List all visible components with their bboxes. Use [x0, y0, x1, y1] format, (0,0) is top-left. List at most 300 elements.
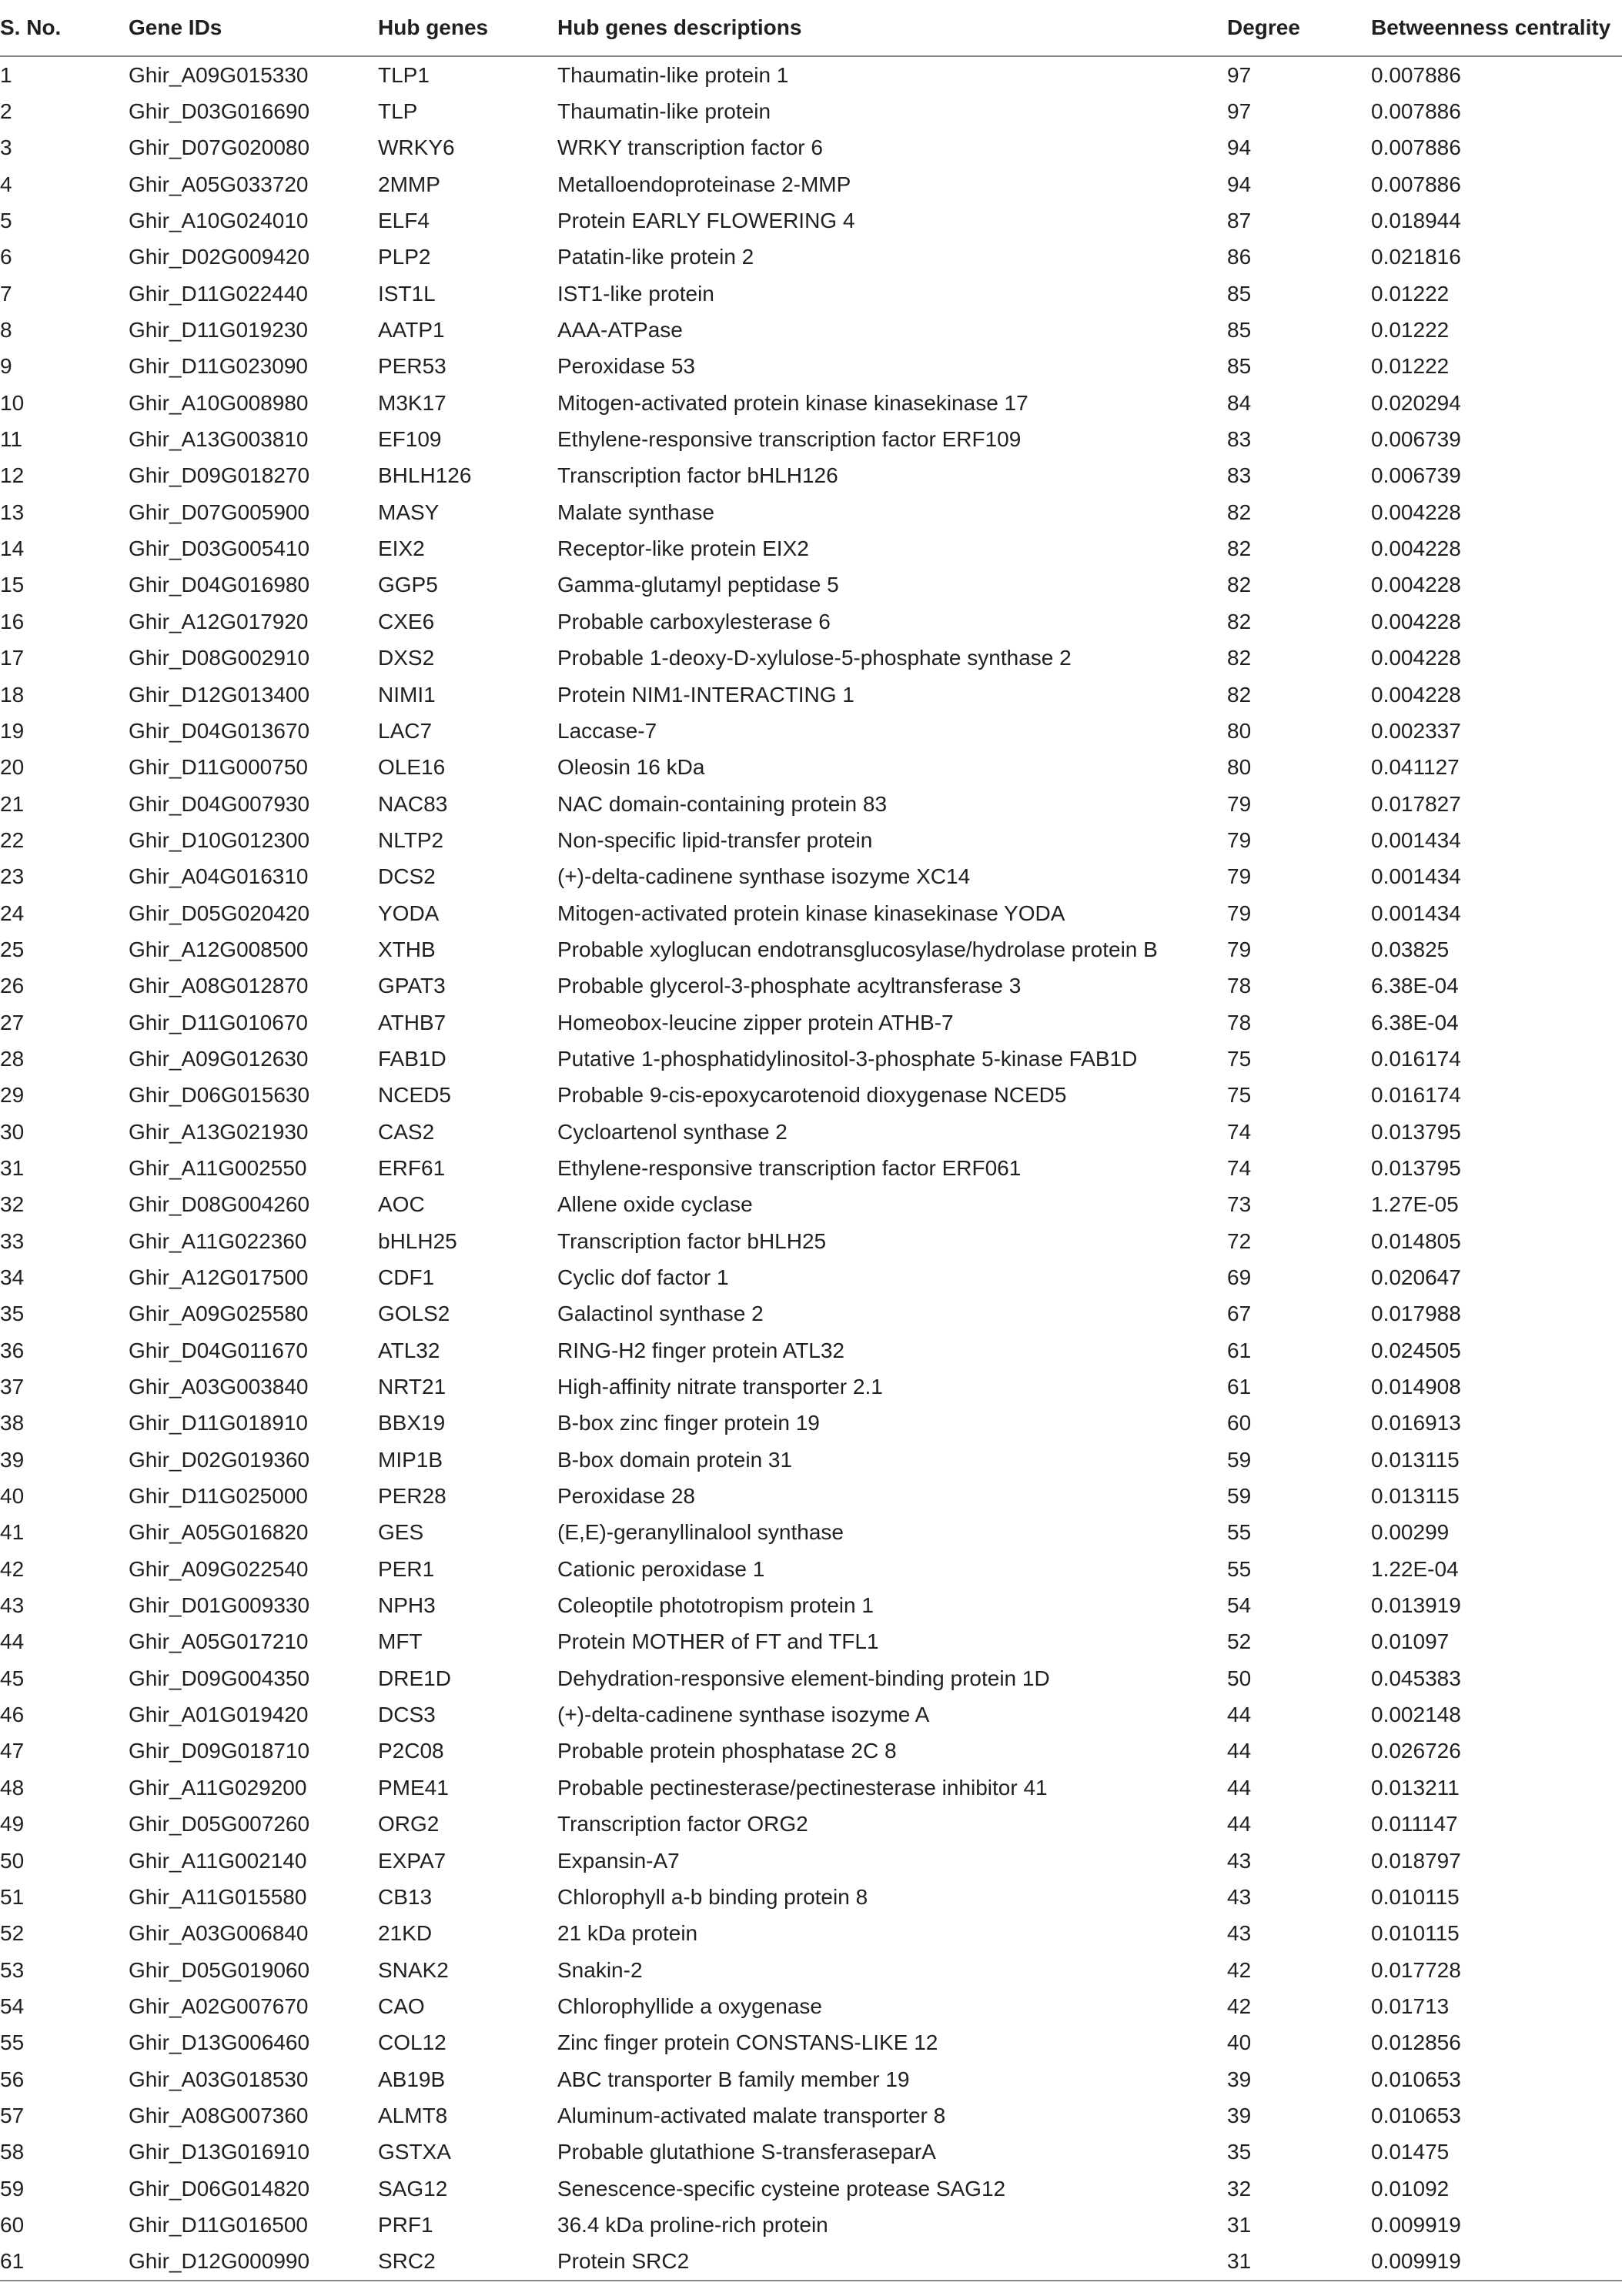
- cell-description: Probable protein phosphatase 2C 8: [557, 1739, 897, 1763]
- cell-sno: 9: [0, 354, 12, 379]
- cell-betweenness: 0.013211: [1371, 1775, 1460, 1800]
- table-body: [0, 56, 1622, 2281]
- cell-betweenness: 0.006739: [1371, 427, 1461, 452]
- cell-degree: 82: [1227, 573, 1252, 597]
- cell-description: Senescence-specific cysteine protease SAG12: [557, 2176, 1006, 2201]
- cell-sno: 16: [0, 609, 25, 633]
- table-row: [0, 385, 1622, 421]
- cell-degree: 83: [1227, 463, 1252, 488]
- cell-hub-gene: MASY: [378, 500, 440, 524]
- cell-degree: 82: [1227, 646, 1252, 670]
- cell-betweenness: 0.004228: [1371, 646, 1461, 670]
- cell-description: Ethylene-responsive transcription factor ERF109: [557, 427, 1022, 452]
- cell-sno: 5: [0, 209, 12, 233]
- cell-degree: 79: [1227, 791, 1252, 816]
- cell-degree: 59: [1227, 1484, 1252, 1509]
- cell-gene-id: Ghir_A08G012870: [129, 974, 309, 998]
- cell-gene-id: Ghir_D11G023090: [129, 354, 308, 379]
- cell-hub-gene: 2MMP: [378, 172, 440, 196]
- cell-hub-gene: FAB1D: [378, 1046, 446, 1071]
- cell-sno: 17: [0, 646, 25, 670]
- cell-description: Ethylene-responsive transcription factor ERF061: [557, 1155, 1022, 1180]
- cell-betweenness: 0.013919: [1371, 1593, 1461, 1618]
- cell-sno: 57: [0, 2103, 25, 2127]
- cell-gene-id: Ghir_D12G000990: [129, 2244, 378, 2281]
- table-row: [0, 1078, 1622, 1114]
- cell-betweenness: 0.026726: [1371, 1739, 1461, 1763]
- cell-sno: 28: [0, 1046, 25, 1071]
- cell-description: RING-H2 finger protein ATL32: [557, 1338, 844, 1362]
- cell-gene-id: Ghir_D04G007930: [129, 791, 310, 816]
- header-hub-genes: Hub genes: [378, 0, 557, 56]
- cell-description: Allene oxide cyclase: [557, 1192, 753, 1217]
- table-row: [0, 968, 1622, 1004]
- cell-sno: 52: [0, 1921, 25, 1946]
- cell-hub-gene: GPAT3: [378, 974, 446, 998]
- cell-description: Protein NIM1-INTERACTING 1: [557, 682, 854, 707]
- cell-gene-id: Ghir_A11G022360: [129, 1228, 307, 1253]
- cell-degree: 84: [1227, 390, 1252, 415]
- cell-degree: 79: [1227, 864, 1252, 889]
- cell-sno: 40: [0, 1484, 25, 1509]
- cell-description: Transcription factor bHLH126: [557, 463, 838, 488]
- cell-betweenness: 0.016174: [1371, 1046, 1461, 1071]
- cell-sno: 20: [0, 755, 25, 780]
- cell-description: Probable glycerol-3-phosphate acyltransferase 3: [557, 974, 1022, 998]
- cell-hub-gene: MFT: [378, 1629, 423, 1654]
- cell-betweenness: 0.004228: [1371, 682, 1461, 707]
- cell-gene-id: Ghir_D13G016910: [129, 2140, 310, 2164]
- cell-sno: 33: [0, 1228, 25, 1253]
- table-row: [0, 1332, 1622, 1369]
- cell-description: Probable 1-deoxy-D-xylulose-5-phosphate synthase 2: [557, 646, 1072, 670]
- table-row: [0, 1806, 1622, 1843]
- table-row: [0, 1442, 1622, 1478]
- cell-description: 36.4 kDa proline-rich protein: [557, 2212, 828, 2237]
- cell-hub-gene: PER53: [378, 354, 446, 379]
- cell-gene-id: Ghir_A01G019420: [129, 1703, 309, 1727]
- cell-gene-id: Ghir_D11G000750: [129, 755, 308, 780]
- cell-hub-gene: XTHB: [378, 937, 436, 961]
- cell-description: Laccase-7: [557, 718, 657, 743]
- cell-hub-gene: EXPA7: [378, 1848, 446, 1873]
- cell-betweenness: 0.013115: [1371, 1484, 1460, 1509]
- cell-gene-id: Ghir_A05G033720: [129, 172, 309, 196]
- table-row: [0, 421, 1622, 457]
- table-row: [0, 202, 1622, 239]
- cell-degree: 97: [1227, 62, 1252, 87]
- table-row: [0, 1587, 1622, 1623]
- cell-degree: 80: [1227, 755, 1252, 780]
- cell-sno: 6: [0, 245, 12, 269]
- cell-hub-gene: LAC7: [378, 718, 433, 743]
- table-row: [0, 750, 1622, 786]
- cell-betweenness: 0.004228: [1371, 573, 1461, 597]
- cell-description: B-box zinc finger protein 19: [557, 1411, 820, 1435]
- cell-sno: 50: [0, 1848, 25, 1873]
- cell-degree: 87: [1227, 209, 1252, 233]
- cell-betweenness: 0.013115: [1371, 1447, 1460, 1472]
- cell-description: Protein MOTHER of FT and TFL1: [557, 1629, 879, 1654]
- cell-degree: 69: [1227, 1265, 1252, 1290]
- cell-sno: 34: [0, 1265, 25, 1290]
- header-hub-genes-descriptions: Hub genes descriptions: [557, 0, 1227, 56]
- cell-hub-gene: SRC2: [378, 2244, 557, 2281]
- cell-betweenness: 0.011147: [1371, 1812, 1458, 1836]
- cell-betweenness: 0.001434: [1371, 901, 1461, 925]
- cell-description: Homeobox-leucine zipper protein ATHB-7: [557, 1010, 954, 1034]
- table-row: [0, 93, 1622, 129]
- cell-gene-id: Ghir_D06G015630: [129, 1083, 310, 1108]
- cell-description: High-affinity nitrate transporter 2.1: [557, 1375, 883, 1399]
- cell-description: Coleoptile phototropism protein 1: [557, 1593, 874, 1618]
- cell-gene-id: Ghir_A03G018530: [129, 2067, 309, 2091]
- cell-degree: 75: [1227, 1046, 1252, 1071]
- table-row: [0, 1515, 1622, 1551]
- table-row: [0, 2171, 1622, 2207]
- cell-sno: 24: [0, 901, 25, 925]
- cell-hub-gene: OLE16: [378, 755, 446, 780]
- cell-degree: 43: [1227, 1884, 1252, 1909]
- cell-description: Dehydration-responsive element-binding protein 1D: [557, 1666, 1050, 1690]
- table-row: [0, 2207, 1622, 2243]
- cell-betweenness: 0.006739: [1371, 463, 1461, 488]
- cell-sno: 22: [0, 827, 25, 852]
- cell-hub-gene: COL12: [378, 2030, 446, 2055]
- cell-degree: 72: [1227, 1228, 1252, 1253]
- cell-sno: 58: [0, 2140, 25, 2164]
- cell-degree: 82: [1227, 609, 1252, 633]
- cell-degree: 59: [1227, 1447, 1252, 1472]
- cell-hub-gene: CAO: [378, 1994, 425, 2018]
- cell-betweenness: 0.018797: [1371, 1848, 1461, 1873]
- cell-hub-gene: PLP2: [378, 245, 431, 269]
- cell-hub-gene: ELF4: [378, 209, 430, 233]
- cell-sno: 8: [0, 318, 12, 343]
- cell-gene-id: Ghir_D09G018270: [129, 463, 310, 488]
- cell-gene-id: Ghir_D07G020080: [129, 135, 310, 160]
- cell-betweenness: 0.004228: [1371, 500, 1461, 524]
- cell-hub-gene: MIP1B: [378, 1447, 443, 1472]
- cell-gene-id: Ghir_A12G008500: [129, 937, 309, 961]
- cell-degree: 50: [1227, 1666, 1252, 1690]
- cell-gene-id: Ghir_D06G014820: [129, 2176, 310, 2201]
- table-row: [0, 530, 1622, 566]
- cell-gene-id: Ghir_A13G021930: [129, 1119, 309, 1144]
- cell-gene-id: Ghir_D04G016980: [129, 573, 310, 597]
- cell-sno: 2: [0, 99, 12, 124]
- cell-betweenness: 0.004228: [1371, 536, 1461, 561]
- cell-description: Chlorophyll a-b binding protein 8: [557, 1884, 868, 1909]
- cell-sno: 21: [0, 791, 25, 816]
- cell-hub-gene: DRE1D: [378, 1666, 451, 1690]
- cell-hub-gene: CAS2: [378, 1119, 435, 1144]
- table-row: [0, 1296, 1622, 1332]
- cell-degree: 94: [1227, 172, 1252, 196]
- cell-hub-gene: CDF1: [378, 1265, 435, 1290]
- cell-sno: 25: [0, 937, 25, 961]
- table-row: [0, 1843, 1622, 1879]
- cell-hub-gene: CXE6: [378, 609, 435, 633]
- cell-gene-id: Ghir_A13G003810: [129, 427, 309, 452]
- cell-betweenness: 0.00299: [1371, 1520, 1450, 1545]
- cell-description: Thaumatin-like protein 1: [557, 62, 789, 87]
- cell-description: Chlorophyllide a oxygenase: [557, 1994, 822, 2018]
- cell-betweenness: 0.004228: [1371, 609, 1461, 633]
- cell-sno: 45: [0, 1666, 25, 1690]
- cell-gene-id: Ghir_D12G013400: [129, 682, 310, 707]
- cell-gene-id: Ghir_A10G008980: [129, 390, 309, 415]
- table-row: [0, 895, 1622, 931]
- cell-degree: 85: [1227, 318, 1252, 343]
- cell-gene-id: Ghir_D09G004350: [129, 1666, 310, 1690]
- cell-gene-id: Ghir_A08G007360: [129, 2103, 309, 2127]
- cell-degree: 44: [1227, 1812, 1252, 1836]
- cell-sno: 39: [0, 1447, 25, 1472]
- cell-hub-gene: DCS2: [378, 864, 436, 889]
- cell-hub-gene: NLTP2: [378, 827, 444, 852]
- cell-hub-gene: GES: [378, 1520, 424, 1545]
- cell-gene-id: Ghir_A09G012630: [129, 1046, 309, 1071]
- cell-sno: 47: [0, 1739, 25, 1763]
- cell-sno: 61: [0, 2244, 129, 2281]
- cell-betweenness: 0.017728: [1371, 1957, 1461, 1982]
- cell-description: Probable glutathione S-transferaseparA: [557, 2140, 936, 2164]
- cell-betweenness: 0.009919: [1371, 2244, 1622, 2281]
- cell-betweenness: 0.016174: [1371, 1083, 1461, 1108]
- cell-description: Probable carboxylesterase 6: [557, 609, 831, 633]
- cell-hub-gene: TLP1: [378, 62, 430, 87]
- table-row: [0, 567, 1622, 603]
- cell-sno: 35: [0, 1302, 25, 1326]
- cell-hub-gene: NIMI1: [378, 682, 436, 707]
- cell-gene-id: Ghir_D08G004260: [129, 1192, 310, 1217]
- cell-gene-id: Ghir_D04G011670: [129, 1338, 308, 1362]
- cell-betweenness: 0.010653: [1371, 2103, 1461, 2127]
- cell-description: Probable pectinesterase/pectinesterase inhibitor 41: [557, 1775, 1048, 1800]
- cell-sno: 11: [0, 427, 23, 452]
- cell-degree: 39: [1227, 2103, 1252, 2127]
- cell-gene-id: Ghir_A05G017210: [129, 1629, 309, 1654]
- cell-hub-gene: ORG2: [378, 1812, 440, 1836]
- cell-description: Probable xyloglucan endotransglucosylase/hydrolase protein B: [557, 937, 1158, 961]
- table-row: [0, 1405, 1622, 1442]
- cell-gene-id: Ghir_A02G007670: [129, 1994, 309, 2018]
- table-row: [0, 713, 1622, 749]
- cell-betweenness: 0.010115: [1371, 1884, 1460, 1909]
- table-row: [0, 2025, 1622, 2061]
- cell-betweenness: 0.01475: [1371, 2140, 1450, 2164]
- cell-description: ABC transporter B family member 19: [557, 2067, 910, 2091]
- cell-hub-gene: ERF61: [378, 1155, 446, 1180]
- cell-degree: 73: [1227, 1192, 1252, 1217]
- cell-hub-gene: DXS2: [378, 646, 435, 670]
- cell-gene-id: Ghir_A04G016310: [129, 864, 309, 889]
- cell-sno: 56: [0, 2067, 25, 2091]
- table-row: [0, 312, 1622, 348]
- cell-betweenness: 0.009919: [1371, 2212, 1461, 2237]
- cell-gene-id: Ghir_D11G018910: [129, 1411, 308, 1435]
- table-row: [0, 1660, 1622, 1696]
- cell-betweenness: 0.007886: [1371, 62, 1461, 87]
- table-row: [0, 1369, 1622, 1405]
- cell-sno: 54: [0, 1994, 25, 2018]
- cell-gene-id: Ghir_A09G025580: [129, 1302, 309, 1326]
- cell-sno: 29: [0, 1083, 25, 1108]
- cell-sno: 3: [0, 135, 12, 160]
- cell-description: Transcription factor bHLH25: [557, 1228, 827, 1253]
- cell-sno: 55: [0, 2030, 25, 2055]
- cell-gene-id: Ghir_A11G015580: [129, 1884, 307, 1909]
- header-gene-ids: Gene IDs: [129, 0, 378, 56]
- table-row: [0, 1624, 1622, 1660]
- cell-degree: 79: [1227, 901, 1252, 925]
- cell-betweenness: 1.27E-05: [1371, 1192, 1459, 1217]
- cell-sno: 14: [0, 536, 25, 561]
- cell-hub-gene: GSTXA: [378, 2140, 451, 2164]
- cell-degree: 78: [1227, 1010, 1252, 1034]
- cell-hub-gene: M3K17: [378, 390, 446, 415]
- cell-description: Cycloartenol synthase 2: [557, 1119, 788, 1144]
- table-row: [0, 349, 1622, 385]
- cell-degree: 40: [1227, 2030, 1252, 2055]
- cell-degree: 86: [1227, 245, 1252, 269]
- cell-degree: 44: [1227, 1703, 1252, 1727]
- cell-description: (+)-delta-cadinene synthase isozyme A: [557, 1703, 930, 1727]
- cell-hub-gene: YODA: [378, 901, 440, 925]
- table-row: [0, 1551, 1622, 1587]
- cell-description: Peroxidase 28: [557, 1484, 696, 1509]
- cell-hub-gene: PME41: [378, 1775, 449, 1800]
- cell-description: (+)-delta-cadinene synthase isozyme XC14: [557, 864, 971, 889]
- cell-description: Expansin-A7: [557, 1848, 680, 1873]
- cell-hub-gene: ATHB7: [378, 1010, 446, 1034]
- cell-hub-gene: EF109: [378, 427, 442, 452]
- cell-betweenness: 0.01097: [1371, 1629, 1450, 1654]
- cell-degree: 54: [1227, 1593, 1252, 1618]
- cell-description: Galactinol synthase 2: [557, 1302, 764, 1326]
- cell-description: Putative 1-phosphatidylinositol-3-phosphate 5-kinase FAB1D: [557, 1046, 1138, 1071]
- cell-sno: 4: [0, 172, 12, 196]
- cell-betweenness: 0.012856: [1371, 2030, 1461, 2055]
- cell-gene-id: Ghir_D05G007260: [129, 1812, 310, 1836]
- table-row: [0, 2134, 1622, 2171]
- cell-gene-id: Ghir_A03G006840: [129, 1921, 309, 1946]
- cell-sno: 30: [0, 1119, 25, 1144]
- cell-description: Peroxidase 53: [557, 354, 696, 379]
- cell-hub-gene: EIX2: [378, 536, 425, 561]
- table-row: [0, 1004, 1622, 1041]
- cell-degree: 61: [1227, 1338, 1252, 1362]
- header-betweenness-centrality: Betweenness centrality: [1371, 0, 1622, 56]
- cell-gene-id: Ghir_A12G017920: [129, 609, 309, 633]
- header-sno: S. No.: [0, 0, 129, 56]
- cell-betweenness: 0.017827: [1371, 791, 1461, 816]
- table-row: [0, 130, 1622, 166]
- cell-description: Metalloendoproteinase 2-MMP: [557, 172, 851, 196]
- cell-gene-id: Ghir_A11G029200: [129, 1775, 307, 1800]
- table-row: [0, 1150, 1622, 1186]
- cell-sno: 13: [0, 500, 25, 524]
- table-row: [0, 1259, 1622, 1295]
- cell-degree: 43: [1227, 1848, 1252, 1873]
- cell-betweenness: 0.001434: [1371, 827, 1461, 852]
- cell-description: Receptor-like protein EIX2: [557, 536, 809, 561]
- cell-hub-gene: NPH3: [378, 1593, 436, 1618]
- cell-hub-gene: ATL32: [378, 1338, 440, 1362]
- cell-gene-id: Ghir_D11G025000: [129, 1484, 308, 1509]
- cell-gene-id: Ghir_D05G019060: [129, 1957, 310, 1982]
- cell-hub-gene: NAC83: [378, 791, 448, 816]
- cell-description: Snakin-2: [557, 1957, 643, 1982]
- cell-description: 21 kDa protein: [557, 1921, 698, 1946]
- cell-gene-id: Ghir_A12G017500: [129, 1265, 309, 1290]
- table-row: [0, 931, 1622, 968]
- table-row: [0, 1916, 1622, 1952]
- cell-hub-gene: DCS3: [378, 1703, 436, 1727]
- cell-degree: 55: [1227, 1520, 1252, 1545]
- cell-betweenness: 0.007886: [1371, 99, 1461, 124]
- cell-sno: 23: [0, 864, 25, 889]
- cell-degree: 44: [1227, 1775, 1252, 1800]
- cell-hub-gene: PER1: [378, 1556, 435, 1581]
- cell-betweenness: 0.002148: [1371, 1703, 1461, 1727]
- table-row: [0, 1988, 1622, 2024]
- cell-sno: 44: [0, 1629, 25, 1654]
- cell-hub-gene: GOLS2: [378, 1302, 450, 1326]
- cell-betweenness: 0.024505: [1371, 1338, 1461, 1362]
- cell-description: Patatin-like protein 2: [557, 245, 754, 269]
- cell-sno: 26: [0, 974, 25, 998]
- cell-hub-gene: TLP: [378, 99, 418, 124]
- cell-betweenness: 0.014805: [1371, 1228, 1461, 1253]
- cell-gene-id: Ghir_D01G009330: [129, 1593, 310, 1618]
- cell-sno: 41: [0, 1520, 25, 1545]
- cell-betweenness: 0.013795: [1371, 1155, 1461, 1180]
- cell-description: Mitogen-activated protein kinase kinasekinase YODA: [557, 901, 1065, 925]
- cell-gene-id: Ghir_D11G016500: [129, 2212, 308, 2237]
- cell-gene-id: Ghir_A11G002550: [129, 1155, 307, 1180]
- cell-gene-id: Ghir_A09G015330: [129, 62, 309, 87]
- cell-gene-id: Ghir_D11G022440: [129, 281, 308, 306]
- table-row: [0, 458, 1622, 494]
- cell-sno: 27: [0, 1010, 25, 1034]
- cell-gene-id: Ghir_D11G019230: [129, 318, 308, 343]
- cell-degree: 55: [1227, 1556, 1252, 1581]
- cell-gene-id: Ghir_D02G009420: [129, 245, 310, 269]
- cell-sno: 53: [0, 1957, 25, 1982]
- table-row: [0, 2061, 1622, 2097]
- cell-betweenness: 0.001434: [1371, 864, 1461, 889]
- cell-degree: 85: [1227, 281, 1252, 306]
- cell-sno: 7: [0, 281, 12, 306]
- cell-hub-gene: NRT21: [378, 1375, 446, 1399]
- cell-degree: 31: [1227, 2244, 1371, 2281]
- cell-betweenness: 0.03825: [1371, 937, 1450, 961]
- table-header: [0, 0, 1622, 56]
- table-row: [0, 2244, 1622, 2281]
- cell-gene-id: Ghir_D11G010670: [129, 1010, 308, 1034]
- cell-betweenness: 1.22E-04: [1371, 1556, 1459, 1581]
- table-row: [0, 1478, 1622, 1514]
- table-row: [0, 1223, 1622, 1259]
- cell-description: Probable 9-cis-epoxycarotenoid dioxygenase NCED5: [557, 1083, 1067, 1108]
- cell-betweenness: 0.01713: [1371, 1994, 1450, 2018]
- cell-sno: 51: [0, 1884, 25, 1909]
- cell-gene-id: Ghir_A11G002140: [129, 1848, 307, 1873]
- cell-degree: 32: [1227, 2176, 1252, 2201]
- cell-betweenness: 0.016913: [1371, 1411, 1461, 1435]
